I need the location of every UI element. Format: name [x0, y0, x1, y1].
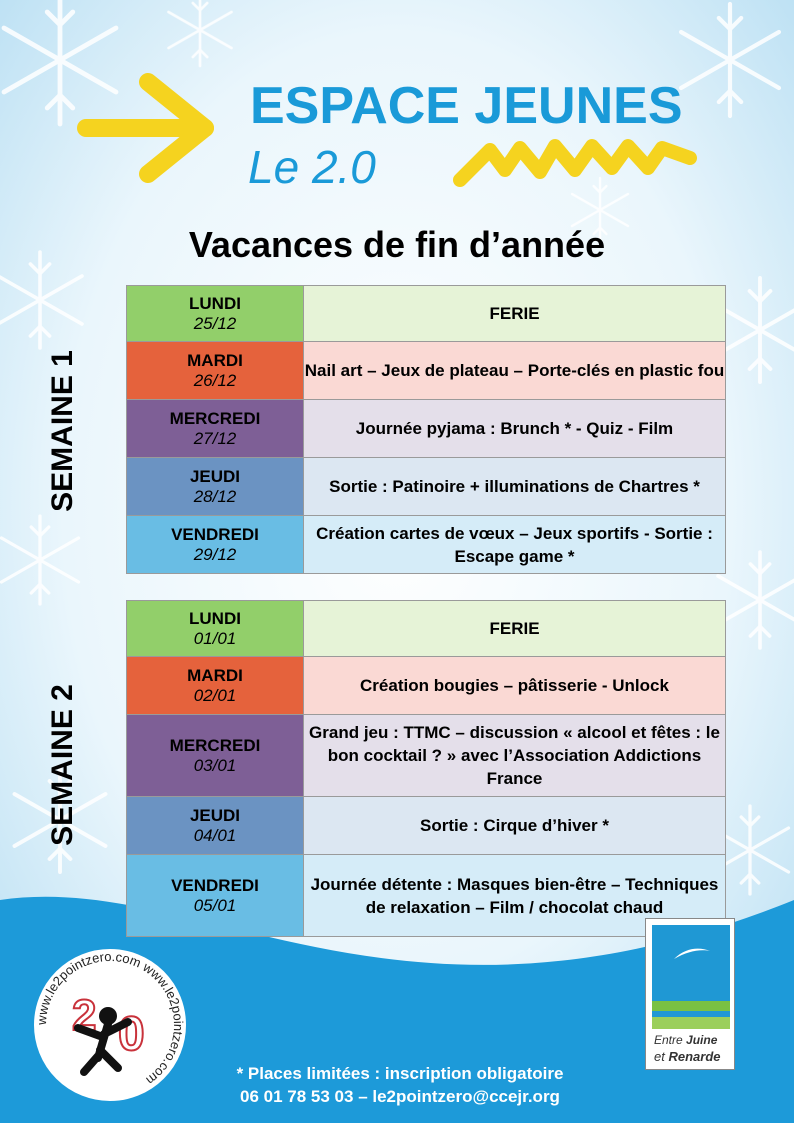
day-name: MERCREDI	[169, 735, 261, 755]
day-date: 26/12	[193, 370, 237, 390]
ccejr-logo-sky	[652, 925, 730, 1001]
day-name: LUNDI	[189, 293, 241, 313]
day-date: 29/12	[193, 544, 237, 564]
day-cell	[127, 797, 304, 855]
day-name: MERCREDI	[169, 408, 261, 428]
day-cell	[127, 715, 304, 797]
activity-cell: Sortie : Cirque d’hiver *	[304, 797, 726, 855]
week-2-label: SEMAINE 2	[46, 684, 79, 846]
day-name: MARDI	[187, 350, 243, 370]
day-date: 01/01	[193, 628, 237, 648]
activity-cell: Grand jeu : TTMC – discussion « alcool et fêtes : le bon cocktail ? » avec l’Association Addictions France	[304, 715, 726, 797]
activity-cell: Journée pyjama : Brunch * - Quiz - Film	[304, 400, 726, 458]
day-date: 02/01	[193, 685, 237, 705]
day-name: MARDI	[187, 665, 243, 685]
week-1-label: SEMAINE 1	[46, 350, 79, 512]
day-row	[127, 400, 726, 458]
day-date: 03/01	[193, 755, 237, 775]
day-cell	[127, 342, 304, 400]
day-cell	[127, 286, 304, 342]
day-date: 27/12	[193, 428, 237, 448]
day-row	[127, 458, 726, 516]
day-cell	[127, 458, 304, 516]
day-row	[127, 601, 726, 657]
day-row	[127, 797, 726, 855]
activity-cell: Nail art – Jeux de plateau – Porte-clés en plastic fou	[304, 342, 726, 400]
ccejr-logo-word: et	[654, 1049, 665, 1064]
day-cell	[127, 516, 304, 574]
ccejr-logo-word: Juine	[686, 1033, 718, 1047]
svg-text:2: 2	[72, 991, 97, 1040]
day-row	[127, 342, 726, 400]
svg-text:0: 0	[118, 1008, 145, 1061]
day-name: JEUDI	[189, 805, 241, 825]
day-row	[127, 516, 726, 574]
page-title: ESPACE JEUNES	[250, 77, 683, 135]
bird-icon	[672, 945, 712, 961]
day-date: 04/01	[193, 825, 237, 845]
day-date: 28/12	[193, 486, 237, 506]
schedule-heading: Vacances de fin d’année	[188, 224, 606, 265]
activity-cell: FERIE	[304, 601, 726, 657]
week-2-table	[126, 600, 726, 937]
day-row	[127, 657, 726, 715]
logo-url-text: www.le2pointzero.com www.le2pointzero.com	[33, 948, 187, 1089]
day-row	[127, 855, 726, 937]
day-row	[127, 286, 726, 342]
activity-cell: Création bougies – pâtisserie - Unlock	[304, 657, 726, 715]
day-row	[127, 715, 726, 797]
day-name: LUNDI	[189, 608, 241, 628]
le2pointzero-logo	[35, 950, 185, 1100]
day-name: JEUDI	[189, 466, 241, 486]
ccejr-logo	[645, 918, 735, 1070]
day-cell	[127, 657, 304, 715]
day-cell	[127, 400, 304, 458]
day-name: VENDREDI	[171, 524, 259, 544]
ccejr-logo-word: Entre	[654, 1033, 683, 1047]
day-cell	[127, 601, 304, 657]
activity-cell: Journée détente : Masques bien-être – Techniques de relaxation – Film / chocolat chaud	[304, 855, 726, 937]
page-subtitle: Le 2.0	[248, 141, 376, 193]
ccejr-logo-caption: Communauté de communes	[654, 921, 717, 927]
day-date: 05/01	[193, 895, 237, 915]
day-date: 25/12	[193, 313, 237, 333]
footer-contact: 06 01 78 53 03 – le2pointzero@ccejr.org	[240, 1087, 560, 1106]
activity-cell: Sortie : Patinoire + illuminations de Chartres *	[304, 458, 726, 516]
ccejr-logo-word: Renarde	[668, 1049, 721, 1064]
day-cell	[127, 855, 304, 937]
day-name: VENDREDI	[171, 875, 259, 895]
week-1-table	[126, 285, 726, 574]
footer-note: * Places limitées : inscription obligatoire	[236, 1064, 564, 1083]
activity-cell: Création cartes de vœux – Jeux sportifs - Sortie : Escape game *	[304, 516, 726, 574]
activity-cell: FERIE	[304, 286, 726, 342]
